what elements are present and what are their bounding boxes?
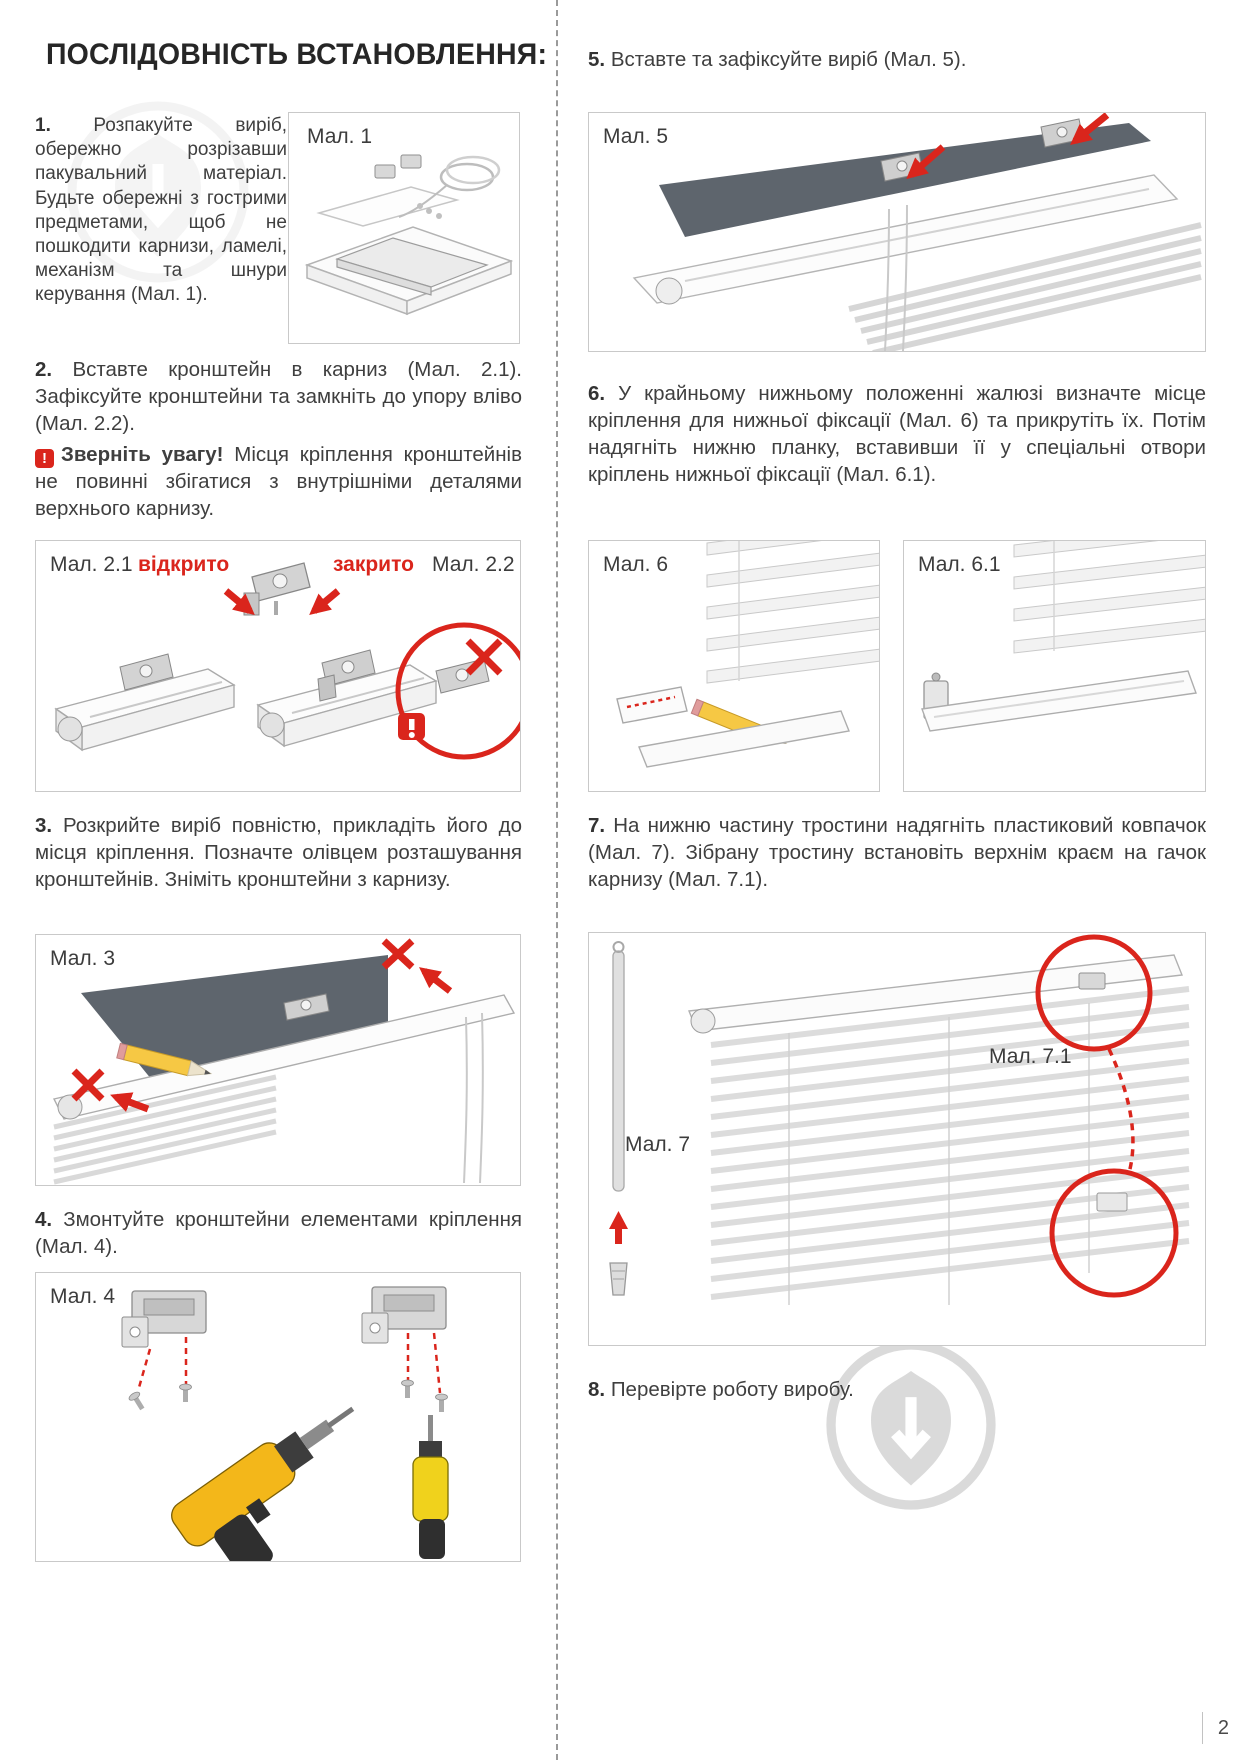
- state-open-label: відкрито: [138, 553, 230, 576]
- figure-6-1: [903, 540, 1206, 792]
- step-5-paragraph: [588, 46, 1206, 73]
- warning-title: Зверніть увагу!: [61, 443, 224, 466]
- headrail-open-icon: [56, 654, 234, 750]
- figure-3: [35, 934, 521, 1186]
- step-2-text: Вставте кронштейн в карниз (Мал. 2.1). Зафіксуйте кронштейни та замкніть до упору вліво (Мал. 2.2).: [35, 358, 522, 435]
- step-8-text: Перевірте роботу виробу.: [610, 1378, 854, 1401]
- step-1-text: Розпакуйте виріб, обережно розрізавши пакувальний матеріал. Будьте обережні з гострими предметами, щоб не пошкодити карнизи, ламелі, механізм та шнури керування (Мал. 1).: [35, 115, 287, 306]
- warning-badge-icon: [398, 713, 425, 740]
- bottom-fix-mark-illustration: [589, 541, 880, 792]
- step-1: [35, 114, 287, 308]
- cords-icon: [464, 1013, 483, 1183]
- page-number: 2: [1217, 1717, 1229, 1739]
- figure-2-1-label: Мал. 2.1: [50, 553, 133, 576]
- figure-1: [288, 112, 520, 344]
- bracket-icon: [244, 563, 310, 615]
- column-divider: [556, 0, 558, 1760]
- step-7-paragraph: [588, 812, 1206, 893]
- step-2: [35, 356, 522, 522]
- step-1-paragraph: [35, 114, 287, 308]
- marking-illustration: [36, 935, 521, 1186]
- bracket-lock-illustration: [36, 541, 521, 792]
- figure-5-label: Мал. 5: [603, 125, 669, 148]
- step-7-text: На нижню частину тростини надягніть пластиковий ковпачок (Мал. 7). Зібрану тростину встановіть верхнім краєм на гачок карнизу (Мал. 7.1).: [588, 814, 1206, 891]
- bottom-rail-icon: [922, 671, 1196, 731]
- step-3-text: Розкрийте виріб повністю, прикладіть його до місця кріплення. Позначте олівцем розташування кронштейнів. Зніміть кронштейни з карнизу.: [35, 814, 522, 891]
- red-arrow-up-icon: [609, 1211, 628, 1244]
- step-2-warning: [35, 441, 522, 522]
- figure-7-label: Мал. 7: [625, 1133, 691, 1156]
- bottom-fix-clip-icon: [617, 687, 687, 723]
- step-5: [588, 46, 1206, 73]
- figure-6-label: Мал. 6: [603, 553, 669, 576]
- step-6-number: 6.: [588, 382, 606, 405]
- step-8-number: 8.: [588, 1378, 606, 1401]
- step-6: [588, 380, 1206, 488]
- step-5-number: 5.: [588, 48, 606, 71]
- step-8: [588, 1376, 1206, 1403]
- drill-icon: [166, 1390, 397, 1562]
- figure-1-label: Мал. 1: [307, 125, 373, 148]
- slats-icon: [711, 989, 1189, 1297]
- step-4-number: 4.: [35, 1208, 53, 1231]
- page-title: ПОСЛІДОВНІСТЬ ВСТАНОВЛЕННЯ:: [46, 38, 548, 71]
- slats-icon: [1014, 541, 1206, 653]
- figure-6: [588, 540, 880, 792]
- bottom-fix-insert-illustration: [904, 541, 1206, 792]
- watermark-logo-icon: [818, 1332, 1004, 1518]
- step-1-number: 1.: [35, 115, 51, 136]
- step-8-paragraph: [588, 1376, 1206, 1403]
- figure-2-2-label: Мал. 2.2: [432, 553, 515, 576]
- step-3-number: 3.: [35, 814, 53, 837]
- install-illustration: [589, 113, 1206, 352]
- step-4-paragraph: [35, 1206, 522, 1260]
- step-6-paragraph: [588, 380, 1206, 488]
- figure-6-1-label: Мал. 6.1: [918, 553, 1001, 576]
- step-3-paragraph: [35, 812, 522, 893]
- figure-7-1-label: Мал. 7.1: [989, 1045, 1072, 1068]
- figure-5: [588, 112, 1206, 352]
- bracket-icon: [122, 1291, 206, 1347]
- page-number-divider: [1202, 1712, 1204, 1744]
- state-closed-label: закрито: [333, 553, 414, 576]
- mounting-illustration: [36, 1273, 521, 1562]
- bracket-icon: [375, 155, 421, 178]
- step-3: [35, 812, 522, 893]
- wand-rod-icon: [613, 942, 624, 1191]
- step-7: [588, 812, 1206, 893]
- figure-3-label: Мал. 3: [50, 947, 116, 970]
- warning-text: Місця кріплення кронштейнів не повинні збігатися з внутрішніми деталями верхнього карнизу.: [35, 443, 522, 520]
- step-2-number: 2.: [35, 358, 53, 381]
- figure-2: [35, 540, 521, 792]
- figure-4-label: Мал. 4: [50, 1285, 116, 1308]
- drill-icon: [413, 1415, 448, 1559]
- watermark-logo: [818, 1332, 1004, 1518]
- step-2-paragraph: [35, 356, 522, 437]
- step-5-text: Вставте та зафіксуйте виріб (Мал. 5).: [610, 48, 967, 71]
- warning-badge-icon: !: [35, 449, 54, 468]
- step-4-text: Змонтуйте кронштейни елементами кріплення (Мал. 4).: [35, 1208, 522, 1258]
- figure-4: [35, 1272, 521, 1562]
- slats-icon: [707, 541, 880, 683]
- step-7-number: 7.: [588, 814, 606, 837]
- step-6-text: У крайньому нижньому положенні жалюзі визначте місце кріплення для нижньої фіксації (Мал. 6) та прикрутіть їх. Потім надягніть нижню планку, вставивши її у спеціальні отвори кріплень нижньої фіксації (Мал. 6.1).: [588, 382, 1206, 486]
- wand-cap-icon: [610, 1263, 627, 1295]
- figure-7: [588, 932, 1206, 1346]
- screws-icon: [128, 1380, 448, 1412]
- step-4: [35, 1206, 522, 1260]
